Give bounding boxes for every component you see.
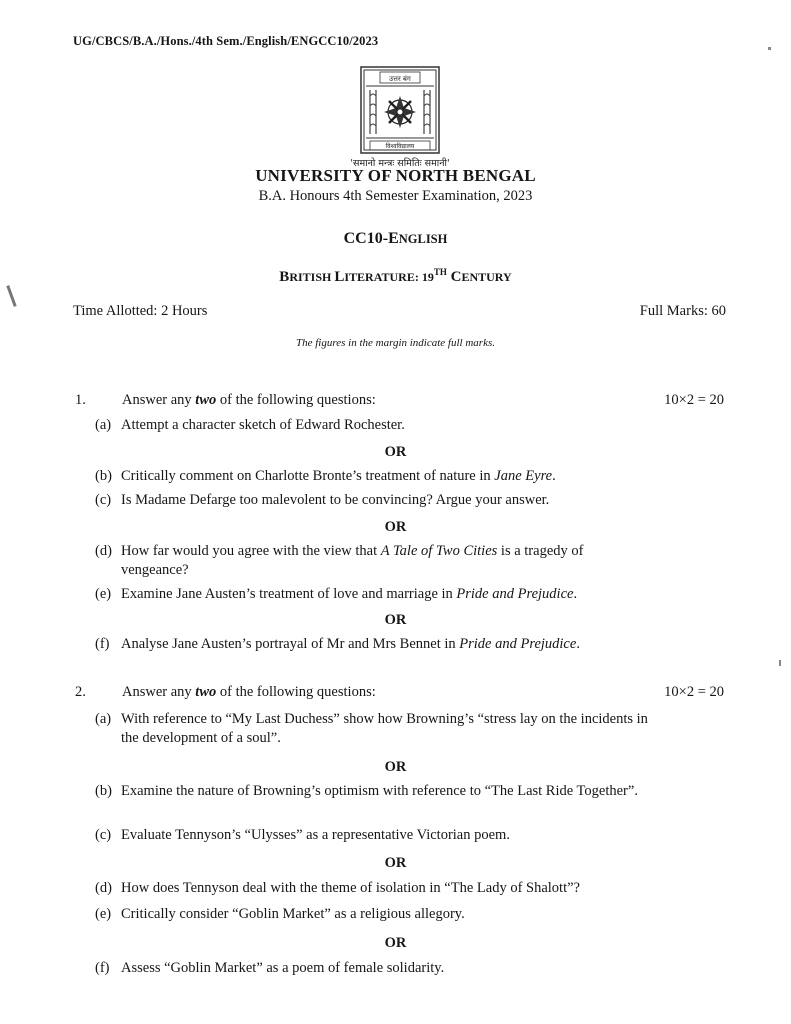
or-separator: OR [384, 612, 407, 628]
time-allotted: Time Allotted: 2 Hours [73, 303, 208, 319]
paper-title: BRITISH LITERATURE: 19TH CENTURY [279, 267, 512, 285]
question-item: (f) Analyse Jane Austen’s portrayal of Mr and Mrs Bennet in Pride and Prejudice. [95, 636, 580, 652]
paper-code: UG/CBCS/B.A./Hons./4th Sem./English/ENGCC10/2023 [73, 34, 379, 48]
question-item: (f) Assess “Goblin Market” as a poem of female solidarity. [95, 960, 445, 976]
marks-note: The figures in the margin indicate full marks. [295, 337, 495, 349]
or-separator: OR [384, 855, 407, 871]
or-separator: OR [384, 444, 407, 460]
or-separator: OR [384, 759, 407, 775]
exam-name: B.A. Honours 4th Semester Examination, 2023 [258, 188, 533, 204]
question-number: 2. [75, 684, 86, 700]
scan-mark [6, 285, 16, 307]
question-marks: 10×2 = 20 [664, 684, 724, 700]
university-motto: 'समानो मन्त्रः समितिः समानी' [350, 158, 450, 169]
question-item: (c) Evaluate Tennyson’s “Ulysses” as a representative Victorian poem. [95, 827, 510, 843]
course-title: CC10-ENGLISH [343, 230, 448, 247]
or-separator: OR [384, 935, 407, 951]
question-item: (a) Attempt a character sketch of Edward Rochester. [95, 417, 405, 433]
question-item: (e) Examine Jane Austen’s treatment of love and marriage in Pride and Prejudice. [95, 586, 578, 602]
question-number: 1. [75, 392, 86, 408]
question-item: (d) How does Tennyson deal with the theme of isolation in “The Lady of Shalott”? [95, 880, 580, 896]
logo-top-text: उत्तर बंग [389, 75, 411, 83]
question-instruction: Answer any two of the following questions: [122, 684, 376, 700]
question-item: (b) Examine the nature of Browning’s optimism with reference to “The Last Ride Together”. [95, 783, 638, 799]
scan-mark [779, 660, 781, 666]
question-item: (d) How far would you agree with the view that A Tale of Two Cities is a tragedy of vengeance? [95, 543, 584, 578]
question-item: (e) Critically consider “Goblin Market” as a religious allegory. [95, 906, 465, 922]
question-item: (a) With reference to “My Last Duchess” show how Browning’s “stress lay on the incidents in the development of a soul”. [95, 711, 648, 746]
full-marks: Full Marks: 60 [639, 303, 726, 319]
university-name: UNIVERSITY OF NORTH BENGAL [255, 166, 536, 185]
question-instruction: Answer any two of the following questions: [122, 392, 376, 408]
question-item: (b) Critically comment on Charlotte Bronte’s treatment of nature in Jane Eyre. [95, 468, 556, 484]
or-separator: OR [384, 519, 407, 535]
university-logo-emblem [360, 66, 440, 154]
question-marks: 10×2 = 20 [664, 392, 724, 408]
logo-bottom-text: विश्वविद्यालय [385, 143, 415, 150]
scan-mark [768, 47, 771, 50]
question-item: (c) Is Madame Defarge too malevolent to be convincing? Argue your answer. [95, 492, 550, 508]
